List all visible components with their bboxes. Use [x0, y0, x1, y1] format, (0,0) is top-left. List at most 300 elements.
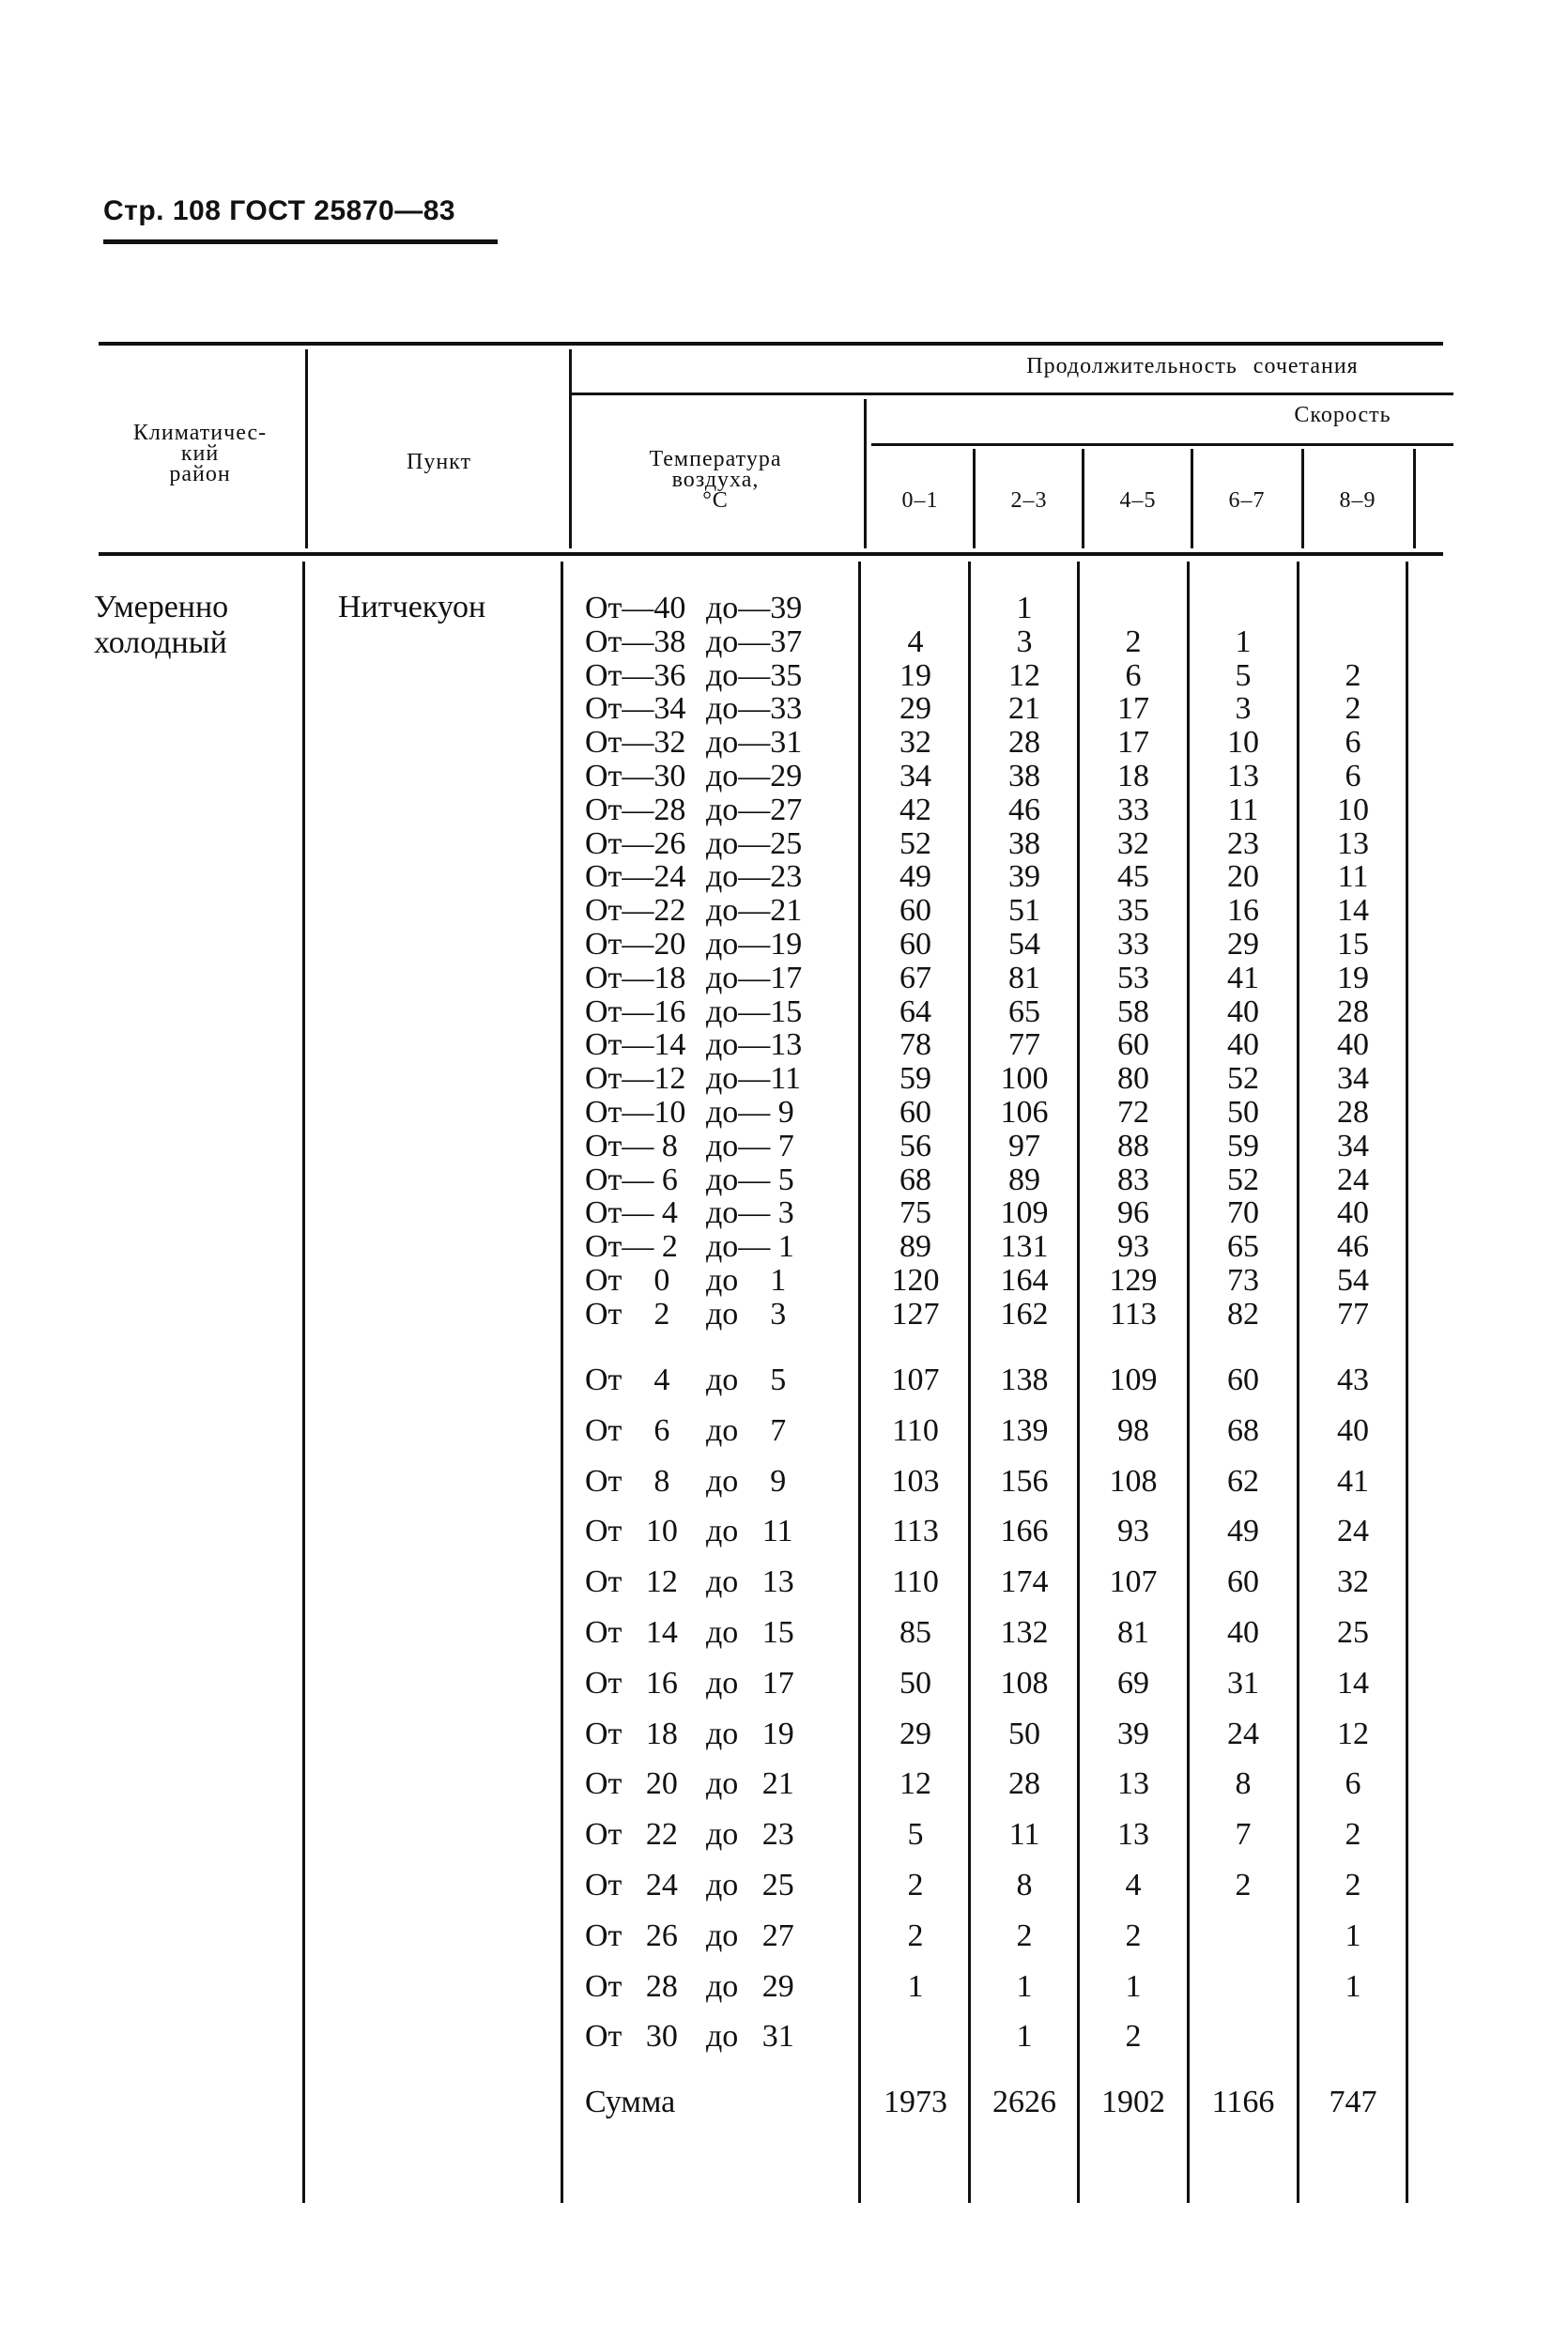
temp-to: до 17	[706, 1665, 794, 1701]
table-row	[0, 1818, 1568, 1852]
duration-cell: 38	[1008, 825, 1040, 861]
duration-cell: 52	[1227, 1061, 1259, 1097]
duration-cell: 109	[1109, 1363, 1158, 1397]
temp-from: От—28	[585, 792, 686, 827]
duration-cell: 1	[1125, 1968, 1142, 2004]
table-row	[0, 827, 1568, 861]
header-vline-6	[1191, 449, 1193, 548]
duration-cell: 31	[1227, 1665, 1259, 1701]
duration-cell: 113	[892, 1514, 939, 1549]
duration-cell: 35	[1117, 893, 1149, 929]
duration-cell: 2	[1125, 2019, 1142, 2055]
duration-cell: 50	[1008, 1716, 1040, 1751]
duration-cell: 2	[907, 1868, 924, 1902]
duration-cell: 129	[1109, 1263, 1158, 1298]
header-speed: Скорость	[1294, 403, 1391, 427]
duration-cell: 40	[1227, 1615, 1259, 1650]
duration-cell: 2	[1345, 1868, 1361, 1902]
temp-to: до—37	[706, 624, 803, 659]
duration-cell: 139	[1000, 1412, 1049, 1448]
temp-to: до 21	[706, 1766, 794, 1802]
duration-cell: 120	[891, 1263, 940, 1298]
duration-cell: 3	[1235, 691, 1252, 727]
temp-from: От 24	[585, 1868, 678, 1902]
header-vline-8	[1413, 449, 1416, 548]
temp-from: От—20	[585, 927, 686, 962]
temp-from: От 22	[585, 1817, 678, 1853]
table-row	[0, 1565, 1568, 1599]
duration-cell: 29	[899, 1716, 931, 1751]
table-row	[0, 692, 1568, 726]
duration-cell: 3	[1016, 624, 1033, 659]
duration-cell: 108	[1000, 1665, 1049, 1701]
duration-cell: 93	[1117, 1229, 1149, 1265]
duration-cell: 28	[1337, 1095, 1369, 1130]
table-row	[0, 1196, 1568, 1230]
duration-cell: 6	[1345, 725, 1361, 761]
duration-cell: 108	[1109, 1463, 1158, 1499]
duration-cell: 62	[1227, 1463, 1259, 1499]
temp-to: до 13	[706, 1564, 794, 1600]
duration-cell: 2	[1125, 624, 1142, 659]
header-vline-4	[973, 449, 976, 548]
temp-to: до 19	[706, 1716, 794, 1751]
duration-cell: 73	[1227, 1263, 1259, 1298]
duration-cell: 34	[1337, 1061, 1369, 1097]
duration-cell: 80	[1117, 1061, 1149, 1097]
duration-cell: 107	[1109, 1564, 1158, 1600]
duration-cell: 50	[899, 1665, 931, 1701]
duration-cell: 156	[1000, 1463, 1049, 1499]
temp-from: От 20	[585, 1766, 678, 1802]
duration-cell: 40	[1337, 1195, 1369, 1231]
table-row	[0, 894, 1568, 928]
duration-cell: 72	[1117, 1095, 1149, 1130]
duration-cell: 1	[1235, 624, 1252, 659]
duration-cell: 13	[1117, 1766, 1149, 1802]
temp-from: От 12	[585, 1564, 678, 1600]
table-row	[0, 1264, 1568, 1298]
header-speed-2: 4–5	[1119, 488, 1157, 513]
duration-cell: 21	[1008, 691, 1040, 727]
duration-cell: 28	[1337, 993, 1369, 1029]
table-row	[0, 962, 1568, 995]
duration-cell: 33	[1117, 792, 1149, 827]
duration-cell: 38	[1008, 759, 1040, 793]
temp-to: до 25	[706, 1868, 794, 1902]
temp-to: до 9	[706, 1463, 787, 1499]
temp-from: От—26	[585, 825, 686, 861]
duration-cell: 40	[1337, 1412, 1369, 1448]
table-row	[0, 1970, 1568, 2004]
temp-to: до 29	[706, 1968, 794, 2004]
duration-cell: 5	[907, 1817, 924, 1853]
duration-cell: 32	[1337, 1564, 1369, 1600]
duration-cell: 53	[1117, 960, 1149, 995]
duration-cell: 109	[1000, 1195, 1049, 1231]
temp-from: От 6	[585, 1412, 670, 1448]
duration-cell: 6	[1345, 759, 1361, 793]
temp-from: От—36	[585, 657, 686, 693]
duration-cell: 40	[1227, 1027, 1259, 1063]
duration-cell: 1	[1016, 591, 1033, 625]
duration-cell: 54	[1008, 927, 1040, 962]
sum-cell: 2626	[992, 2085, 1056, 2120]
header-region: Климатичес- кий район	[132, 421, 268, 486]
temp-to: до 23	[706, 1817, 794, 1853]
sum-cell: 1902	[1101, 2085, 1165, 2120]
duration-cell: 67	[899, 960, 931, 995]
duration-cell: 58	[1117, 993, 1149, 1029]
duration-cell: 8	[1235, 1766, 1252, 1802]
duration-cell: 39	[1117, 1716, 1149, 1751]
duration-cell: 78	[899, 1027, 931, 1063]
duration-cell: 11	[1337, 859, 1369, 895]
duration-cell: 89	[899, 1229, 931, 1265]
header-speed-1: 2–3	[1010, 488, 1048, 513]
temp-to: до 5	[706, 1363, 787, 1397]
temp-from: От— 4	[585, 1195, 678, 1231]
table-row	[0, 592, 1568, 625]
table-row	[0, 1717, 1568, 1751]
temp-from: От— 6	[585, 1162, 678, 1197]
duration-cell: 107	[891, 1363, 940, 1397]
header-underline	[103, 239, 498, 244]
point-cell: Нитчекуон	[338, 590, 486, 624]
duration-cell: 98	[1117, 1412, 1149, 1448]
duration-cell: 174	[1000, 1564, 1049, 1600]
temp-from: От—40	[585, 591, 686, 625]
temp-to: до— 1	[706, 1229, 794, 1265]
table-row	[0, 1130, 1568, 1163]
duration-cell: 100	[1000, 1061, 1049, 1097]
table-row	[0, 1028, 1568, 1062]
duration-cell: 2	[1345, 1817, 1361, 1853]
duration-cell: 59	[899, 1061, 931, 1097]
temp-from: От 18	[585, 1716, 678, 1751]
duration-cell: 19	[899, 657, 931, 693]
duration-cell: 25	[1337, 1615, 1369, 1650]
duration-cell: 13	[1117, 1817, 1149, 1853]
temp-from: От—30	[585, 759, 686, 793]
duration-cell: 164	[1000, 1263, 1049, 1298]
temp-to: до 7	[706, 1412, 787, 1448]
temp-to: до—31	[706, 725, 803, 761]
temp-to: до—13	[706, 1027, 803, 1063]
temp-from: От 0	[585, 1263, 670, 1298]
duration-cell: 60	[899, 1095, 931, 1130]
temp-from: От 10	[585, 1514, 678, 1549]
duration-cell: 10	[1227, 725, 1259, 761]
temp-to: до— 5	[706, 1162, 794, 1197]
temp-to: до—23	[706, 859, 803, 895]
duration-cell: 75	[899, 1195, 931, 1231]
header-bottom-rule	[99, 552, 1443, 556]
table-row	[0, 860, 1568, 894]
duration-cell: 68	[899, 1162, 931, 1197]
duration-cell: 46	[1337, 1229, 1369, 1265]
duration-cell: 49	[899, 859, 931, 895]
duration-cell: 20	[1227, 859, 1259, 895]
duration-cell: 1	[1016, 1968, 1033, 2004]
duration-cell: 7	[1235, 1817, 1252, 1853]
duration-cell: 96	[1117, 1195, 1149, 1231]
duration-cell: 166	[1000, 1514, 1049, 1549]
duration-cell: 32	[899, 725, 931, 761]
table-row	[0, 1465, 1568, 1499]
duration-cell: 60	[1227, 1564, 1259, 1600]
duration-cell: 93	[1117, 1514, 1149, 1549]
duration-cell: 24	[1227, 1716, 1259, 1751]
temp-to: до—15	[706, 993, 803, 1029]
temp-to: до—29	[706, 759, 803, 793]
duration-cell: 2	[1345, 657, 1361, 693]
duration-cell: 1	[1345, 1968, 1361, 2004]
duration-cell: 12	[1337, 1716, 1369, 1751]
duration-cell: 43	[1337, 1363, 1369, 1397]
duration-cell: 113	[1110, 1296, 1157, 1332]
temp-from: От 8	[585, 1463, 670, 1499]
duration-cell: 6	[1345, 1766, 1361, 1802]
duration-cell: 5	[1235, 657, 1252, 693]
table-top-rule	[99, 342, 1443, 346]
duration-cell: 40	[1227, 993, 1259, 1029]
duration-cell: 110	[892, 1412, 939, 1448]
temp-from: От 4	[585, 1363, 670, 1397]
temp-to: до—17	[706, 960, 803, 995]
duration-cell: 131	[1000, 1229, 1049, 1265]
duration-cell: 12	[899, 1766, 931, 1802]
temp-to: до 1	[706, 1263, 787, 1298]
duration-cell: 132	[1000, 1615, 1049, 1650]
temp-from: От—16	[585, 993, 686, 1029]
duration-cell: 85	[899, 1615, 931, 1650]
duration-cell: 29	[1227, 927, 1259, 962]
temp-to: до 31	[706, 2019, 794, 2055]
temp-from: От 14	[585, 1615, 678, 1650]
duration-cell: 52	[899, 825, 931, 861]
table-row	[0, 760, 1568, 793]
table-row	[0, 1616, 1568, 1650]
duration-cell: 81	[1117, 1615, 1149, 1650]
duration-cell: 81	[1008, 960, 1040, 995]
duration-cell: 19	[1337, 960, 1369, 995]
duration-cell: 56	[899, 1128, 931, 1163]
table-row	[0, 726, 1568, 760]
duration-cell: 103	[891, 1463, 940, 1499]
header-temperature: Температура воздуха, °С	[649, 447, 782, 513]
temp-to: до— 3	[706, 1195, 794, 1231]
temp-to: до—35	[706, 657, 803, 693]
duration-cell: 50	[1227, 1095, 1259, 1130]
duration-cell: 41	[1337, 1463, 1369, 1499]
table-row	[0, 1096, 1568, 1130]
duration-cell: 34	[899, 759, 931, 793]
temp-from: От 2	[585, 1296, 670, 1332]
duration-cell: 60	[1227, 1363, 1259, 1397]
region-cell: Умеренно холодный	[94, 590, 229, 660]
duration-cell: 14	[1337, 893, 1369, 929]
temp-from: От 30	[585, 2019, 678, 2055]
duration-cell: 23	[1227, 825, 1259, 861]
temp-from: От— 8	[585, 1128, 678, 1163]
duration-cell: 24	[1337, 1514, 1369, 1549]
duration-cell: 54	[1337, 1263, 1369, 1298]
duration-cell: 1	[907, 1968, 924, 2004]
duration-underline	[571, 393, 1453, 395]
sum-label: Сумма	[585, 2085, 676, 2120]
duration-cell: 52	[1227, 1162, 1259, 1197]
table-row	[0, 1062, 1568, 1096]
temp-from: От 28	[585, 1968, 678, 2004]
duration-cell: 34	[1337, 1128, 1369, 1163]
temp-to: до—39	[706, 591, 803, 625]
sum-cell: 747	[1329, 2085, 1377, 2120]
duration-cell: 42	[899, 792, 931, 827]
duration-cell: 59	[1227, 1128, 1259, 1163]
table-row	[0, 1363, 1568, 1397]
temp-to: до—21	[706, 893, 803, 929]
table-row	[0, 928, 1568, 962]
sum-cell: 1973	[884, 2085, 947, 2120]
temp-from: От—10	[585, 1095, 686, 1130]
sum-cell: 1166	[1211, 2085, 1275, 2120]
duration-cell: 106	[1000, 1095, 1049, 1130]
header-point: Пункт	[406, 450, 471, 474]
duration-cell: 32	[1117, 825, 1149, 861]
duration-cell: 77	[1337, 1296, 1369, 1332]
page-header: Стр. 108 ГОСТ 25870—83	[103, 195, 456, 226]
duration-cell: 33	[1117, 927, 1149, 962]
temp-from: От—14	[585, 1027, 686, 1063]
temp-to: до—27	[706, 792, 803, 827]
duration-cell: 60	[899, 893, 931, 929]
duration-cell: 1	[1016, 2019, 1033, 2055]
temp-from: От 26	[585, 1917, 678, 1953]
temp-to: до— 9	[706, 1095, 794, 1130]
header-vline-3	[864, 399, 867, 548]
header-duration: Продолжительность сочетания	[1026, 354, 1359, 378]
table-row	[0, 659, 1568, 693]
duration-cell: 2	[1345, 691, 1361, 727]
header-speed-3: 6–7	[1228, 488, 1266, 513]
duration-cell: 8	[1016, 1868, 1033, 1902]
duration-cell: 2	[907, 1917, 924, 1953]
temp-from: От— 2	[585, 1229, 678, 1265]
duration-cell: 89	[1008, 1162, 1040, 1197]
duration-cell: 162	[1000, 1296, 1049, 1332]
table-row	[0, 1919, 1568, 1953]
temp-from: От—18	[585, 960, 686, 995]
table-row	[0, 1869, 1568, 1902]
table-row	[0, 995, 1568, 1029]
duration-cell: 24	[1337, 1162, 1369, 1197]
duration-cell: 4	[1125, 1868, 1142, 1902]
header-speed-4: 8–9	[1339, 488, 1376, 513]
duration-cell: 60	[899, 927, 931, 962]
table-row	[0, 625, 1568, 659]
table-row	[0, 793, 1568, 827]
duration-cell: 11	[1227, 792, 1259, 827]
duration-cell: 28	[1008, 725, 1040, 761]
header-vline-1	[305, 349, 308, 548]
temp-from: От—24	[585, 859, 686, 895]
duration-cell: 12	[1008, 657, 1040, 693]
duration-cell: 46	[1008, 792, 1040, 827]
table-row	[0, 1667, 1568, 1701]
duration-cell: 2	[1235, 1868, 1252, 1902]
duration-cell: 6	[1125, 657, 1142, 693]
duration-cell: 64	[899, 993, 931, 1029]
duration-cell: 83	[1117, 1162, 1149, 1197]
duration-cell: 65	[1008, 993, 1040, 1029]
temp-from: От 16	[585, 1665, 678, 1701]
temp-to: до 27	[706, 1917, 794, 1953]
duration-cell: 82	[1227, 1296, 1259, 1332]
temp-to: до 15	[706, 1615, 794, 1650]
sum-row	[0, 2086, 1568, 2119]
temp-from: От—34	[585, 691, 686, 727]
temp-from: От—22	[585, 893, 686, 929]
header-vline-5	[1082, 449, 1084, 548]
temp-to: до—19	[706, 927, 803, 962]
duration-cell: 17	[1117, 725, 1149, 761]
duration-cell: 4	[907, 624, 924, 659]
header-vline-2	[569, 349, 572, 548]
duration-cell: 11	[1008, 1817, 1040, 1853]
duration-cell: 70	[1227, 1195, 1259, 1231]
temp-from: От—12	[585, 1061, 686, 1097]
duration-cell: 51	[1008, 893, 1040, 929]
duration-cell: 49	[1227, 1514, 1259, 1549]
table-row	[0, 2020, 1568, 2054]
duration-cell: 88	[1117, 1128, 1149, 1163]
duration-cell: 17	[1117, 691, 1149, 727]
duration-cell: 13	[1337, 825, 1369, 861]
duration-cell: 77	[1008, 1027, 1040, 1063]
table-row	[0, 1767, 1568, 1801]
duration-cell: 1	[1345, 1917, 1361, 1953]
table-row	[0, 1414, 1568, 1448]
duration-cell: 45	[1117, 859, 1149, 895]
temp-from: От—38	[585, 624, 686, 659]
duration-cell: 97	[1008, 1128, 1040, 1163]
duration-cell: 2	[1016, 1917, 1033, 1953]
temp-from: От—32	[585, 725, 686, 761]
duration-cell: 15	[1337, 927, 1369, 962]
temp-to: до—33	[706, 691, 803, 727]
temp-to: до 11	[706, 1514, 793, 1549]
temp-to: до 3	[706, 1296, 787, 1332]
duration-cell: 18	[1117, 759, 1149, 793]
duration-cell: 14	[1337, 1665, 1369, 1701]
duration-cell: 65	[1227, 1229, 1259, 1265]
duration-cell: 60	[1117, 1027, 1149, 1063]
duration-cell: 69	[1117, 1665, 1149, 1701]
duration-cell: 28	[1008, 1766, 1040, 1802]
duration-cell: 29	[899, 691, 931, 727]
duration-cell: 10	[1337, 792, 1369, 827]
duration-cell: 39	[1008, 859, 1040, 895]
header-speed-0: 0–1	[901, 488, 939, 513]
duration-cell: 68	[1227, 1412, 1259, 1448]
duration-cell: 16	[1227, 893, 1259, 929]
speed-underline	[871, 443, 1453, 446]
header-vline-7	[1301, 449, 1304, 548]
temp-to: до— 7	[706, 1128, 794, 1163]
duration-cell: 13	[1227, 759, 1259, 793]
table-row	[0, 1298, 1568, 1332]
